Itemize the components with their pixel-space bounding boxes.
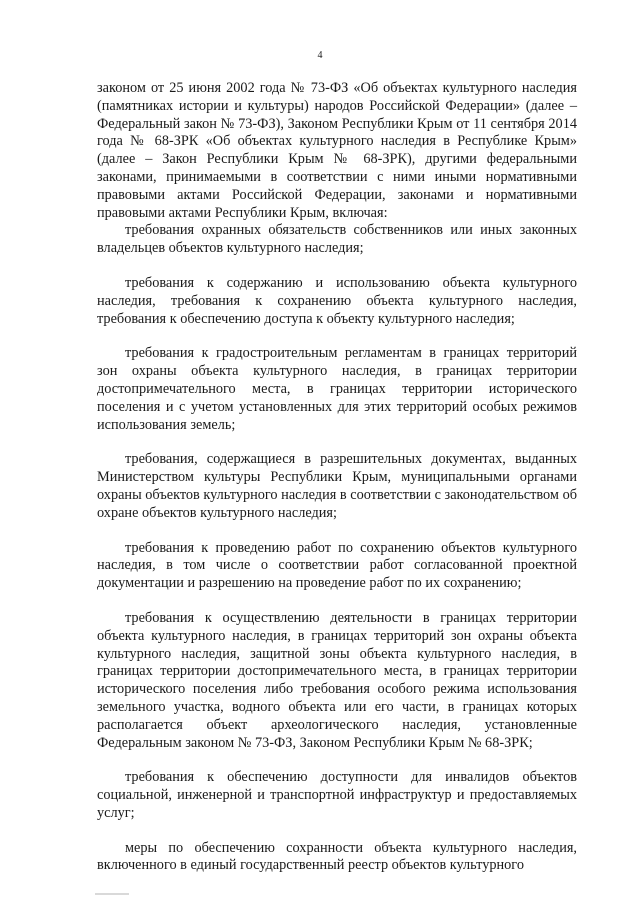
paragraph-item: требования к обеспечению доступности для инвалидов объектов социальной, инженерной и транспортной инфраструктур и предоставляемых услуг; (97, 769, 577, 821)
paragraph-item: требования к проведению работ по сохранению объектов культурного наследия, в том числе о соответствии работ согласованной проектной документации и разрешению на проведение работ по их сохранению; (97, 539, 577, 592)
paragraph-intro: законом от 25 июня 2002 года № 73-ФЗ «Об объектах культурного наследия (памятниках истории и культуры) народов Российской Федерации» (далее – Федеральный закон № 73-ФЗ), Законом Республики Крым от 11 сентября 2014 года № 68-ЗРК «Об объектах культурного наследия в Республике Крым» (далее – Закон Республики Крым № 68-ЗРК), другими федеральными законами, принимаемыми в соответствии с ними иными нормативными правовыми актами Российской Федерации, законами и нормативными правовыми актами Республики Крым, включая: (97, 80, 577, 221)
paragraph-item: требования охранных обязательств собственников или иных законных владельцев объектов культурного наследия; (97, 222, 577, 257)
paragraph-item: меры по обеспечению сохранности объекта культурного наследия, включенного в единый государственный реестр объектов культурного (97, 839, 577, 874)
page-number: 4 (317, 50, 323, 61)
document-body (97, 80, 577, 875)
paragraph-item: требования к градостроительным регламентам в границах территорий зон охраны объекта культурного наследия, в границах территории достопримечательного места, в границах территории исторического поселения и с учетом установленных для этих территорий особых режимов использования земель; (97, 345, 577, 433)
scan-mark (95, 893, 129, 895)
paragraph-item: требования к осуществлению деятельности в границах территории объекта культурного наследия, в границах территорий зон охраны объекта культурного наследия, защитной зоны объекта культурного наследия, в границах территории достопримечательного места, в границах территории исторического поселения либо требования особого режима использования земельного участка, водного объекта или его части, в границах которых располагается объект археологического наследия, установленные Федеральным законом № 73-ФЗ, Законом Республики Крым № 68-ЗРК; (97, 609, 577, 751)
paragraph-item: требования, содержащиеся в разрешительных документах, выданных Министерством культуры Республики Крым, муниципальными органами охраны объектов культурного наследия в соответствии с законодательством об охране объектов культурного наследия; (97, 451, 577, 521)
paragraph-item: требования к содержанию и использованию объекта культурного наследия, требования к сохранению объекта культурного наследия, требования к обеспечению доступа к объекту культурного наследия; (97, 274, 577, 327)
